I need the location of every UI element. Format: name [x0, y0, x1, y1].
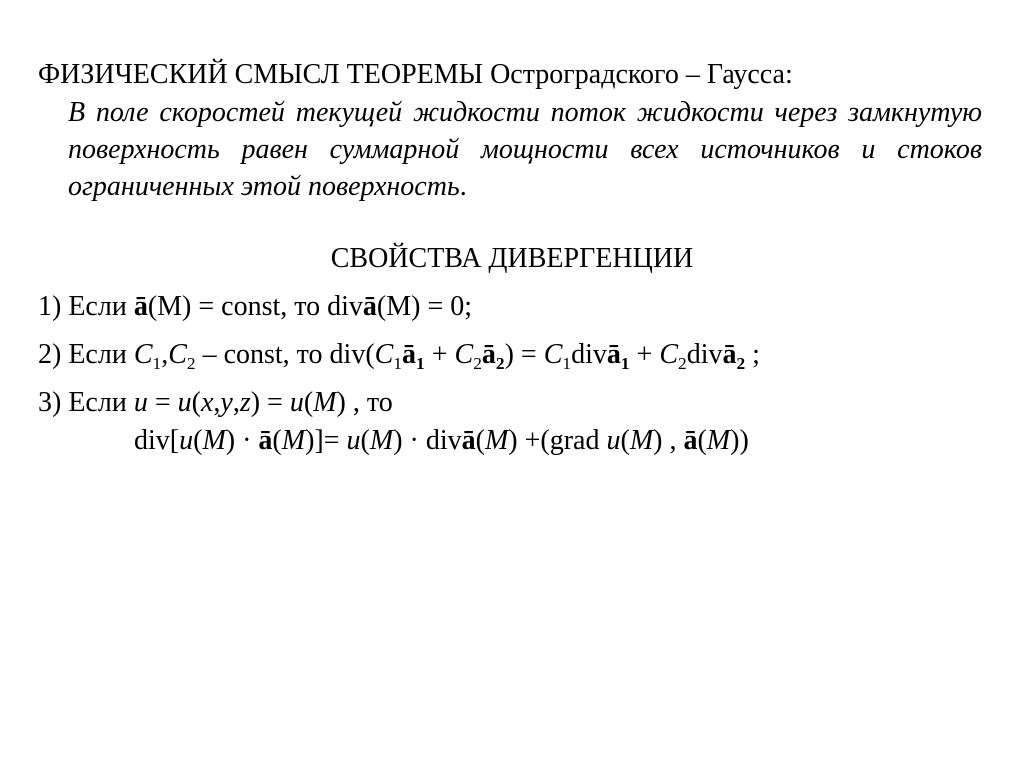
close-paren: ): [225, 425, 236, 456]
prop1-lead: 1) Если: [38, 291, 134, 322]
func-u: u: [606, 425, 621, 456]
comma: ,: [662, 425, 684, 456]
point-m: M: [369, 425, 394, 456]
div-op: div: [425, 425, 462, 456]
close-paren: ): [504, 339, 514, 370]
property-2: [38, 338, 760, 372]
close-paren: ): [305, 425, 315, 456]
theorem-statement: [68, 94, 982, 205]
div-op: div: [571, 339, 607, 370]
equals-sign: =: [323, 425, 347, 456]
prop1-tail: = 0;: [420, 291, 473, 322]
vector-a: ā: [362, 291, 377, 322]
prop3-lead: 3) Если: [38, 387, 134, 418]
close-bracket: ]: [314, 425, 324, 456]
prop1-arg: (M): [147, 291, 192, 322]
open-paren: (: [620, 425, 630, 456]
sub-2: 2: [186, 354, 196, 373]
property-1: [38, 290, 472, 324]
open-paren: (: [272, 425, 282, 456]
point-m: M: [629, 425, 654, 456]
title-rest: Остроградского – Гаусса:: [490, 59, 793, 90]
comma: ,: [232, 387, 240, 418]
close-paren: ): [250, 387, 261, 418]
point-m: M: [706, 425, 731, 456]
plus-sign: +: [424, 339, 455, 370]
close-paren: ): [739, 425, 749, 456]
func-u: u: [179, 425, 194, 456]
property-3: [38, 386, 393, 420]
close-paren: ): [730, 425, 740, 456]
close-paren: ): [393, 425, 403, 456]
vector-a: ā: [683, 425, 698, 456]
equals-sign: =: [513, 339, 544, 370]
close-paren: ): [336, 387, 346, 418]
sub-2: 2: [736, 354, 746, 373]
const-c: C: [133, 339, 153, 370]
vector-a: ā: [258, 425, 273, 456]
sub-2: 2: [473, 354, 482, 373]
title-caps: ФИЗИЧЕСКИЙ СМЫСЛ ТЕОРЕМЫ: [38, 59, 484, 90]
sub-1: 1: [152, 354, 162, 373]
sub-1: 1: [416, 354, 425, 373]
plus-sign: +: [629, 339, 660, 370]
var-y: y: [220, 387, 233, 418]
vector-a: ā: [133, 291, 148, 322]
vector-a: ā: [461, 425, 476, 456]
var-x: x: [200, 387, 214, 418]
sub-1: 1: [393, 354, 403, 373]
func-u: u: [133, 387, 148, 418]
close-paren: ): [508, 425, 518, 456]
dot-operator: ·: [235, 425, 259, 456]
semicolon: ;: [745, 339, 760, 370]
sub-2: 2: [495, 354, 505, 373]
theorem-period: .: [459, 171, 467, 202]
const-c: C: [543, 339, 563, 370]
prop3-to: , то: [345, 387, 393, 418]
property-3-formula: [134, 424, 749, 458]
div-open: div[: [134, 425, 180, 456]
vector-a: ā: [402, 339, 417, 370]
const-c: C: [659, 339, 679, 370]
sub-1: 1: [562, 354, 572, 373]
sub-2: 2: [678, 354, 687, 373]
point-m: M: [484, 425, 509, 456]
plus-grad: +(grad: [517, 425, 607, 456]
point-m: M: [202, 425, 226, 456]
func-u: u: [346, 425, 361, 456]
open-paren: (: [697, 425, 707, 456]
point-m: M: [313, 387, 337, 418]
prop2-lead: 2) Если: [38, 339, 134, 370]
func-u: u: [177, 387, 192, 418]
point-m: M: [281, 425, 306, 456]
const-c: C: [374, 339, 394, 370]
vector-a: ā: [481, 339, 496, 370]
vector-a: ā: [722, 339, 737, 370]
const-c: C: [168, 339, 187, 370]
equals-sign: =: [147, 387, 178, 418]
prop2-mid: – const, то div(: [195, 339, 375, 370]
equals-sign: =: [260, 387, 290, 418]
open-paren: (: [360, 425, 370, 456]
vector-a: ā: [606, 339, 621, 370]
const-c: C: [454, 339, 474, 370]
dot-operator: ·: [402, 425, 426, 456]
prop1-arg: (M): [376, 291, 421, 322]
properties-heading: СВОЙСТВА ДИВЕРГЕНЦИИ: [330, 243, 694, 274]
open-paren: (: [303, 387, 314, 418]
close-paren: ): [653, 425, 663, 456]
var-z: z: [239, 387, 251, 418]
comma: ,: [161, 339, 169, 370]
open-paren: (: [191, 387, 201, 418]
slide-title: [38, 58, 793, 92]
theorem-text: В поле скоростей текущей жидкости поток жидкости через замкнутую поверхность равен суммарной мощности всех источников и стоков ограниченных этой поверхность: [68, 97, 982, 202]
sub-1: 1: [620, 354, 630, 373]
div-op: div: [686, 339, 723, 370]
comma: ,: [213, 387, 221, 418]
prop1-mid: = const, то div: [191, 291, 363, 322]
open-paren: (: [193, 425, 203, 456]
open-paren: (: [475, 425, 485, 456]
func-u: u: [289, 387, 304, 418]
